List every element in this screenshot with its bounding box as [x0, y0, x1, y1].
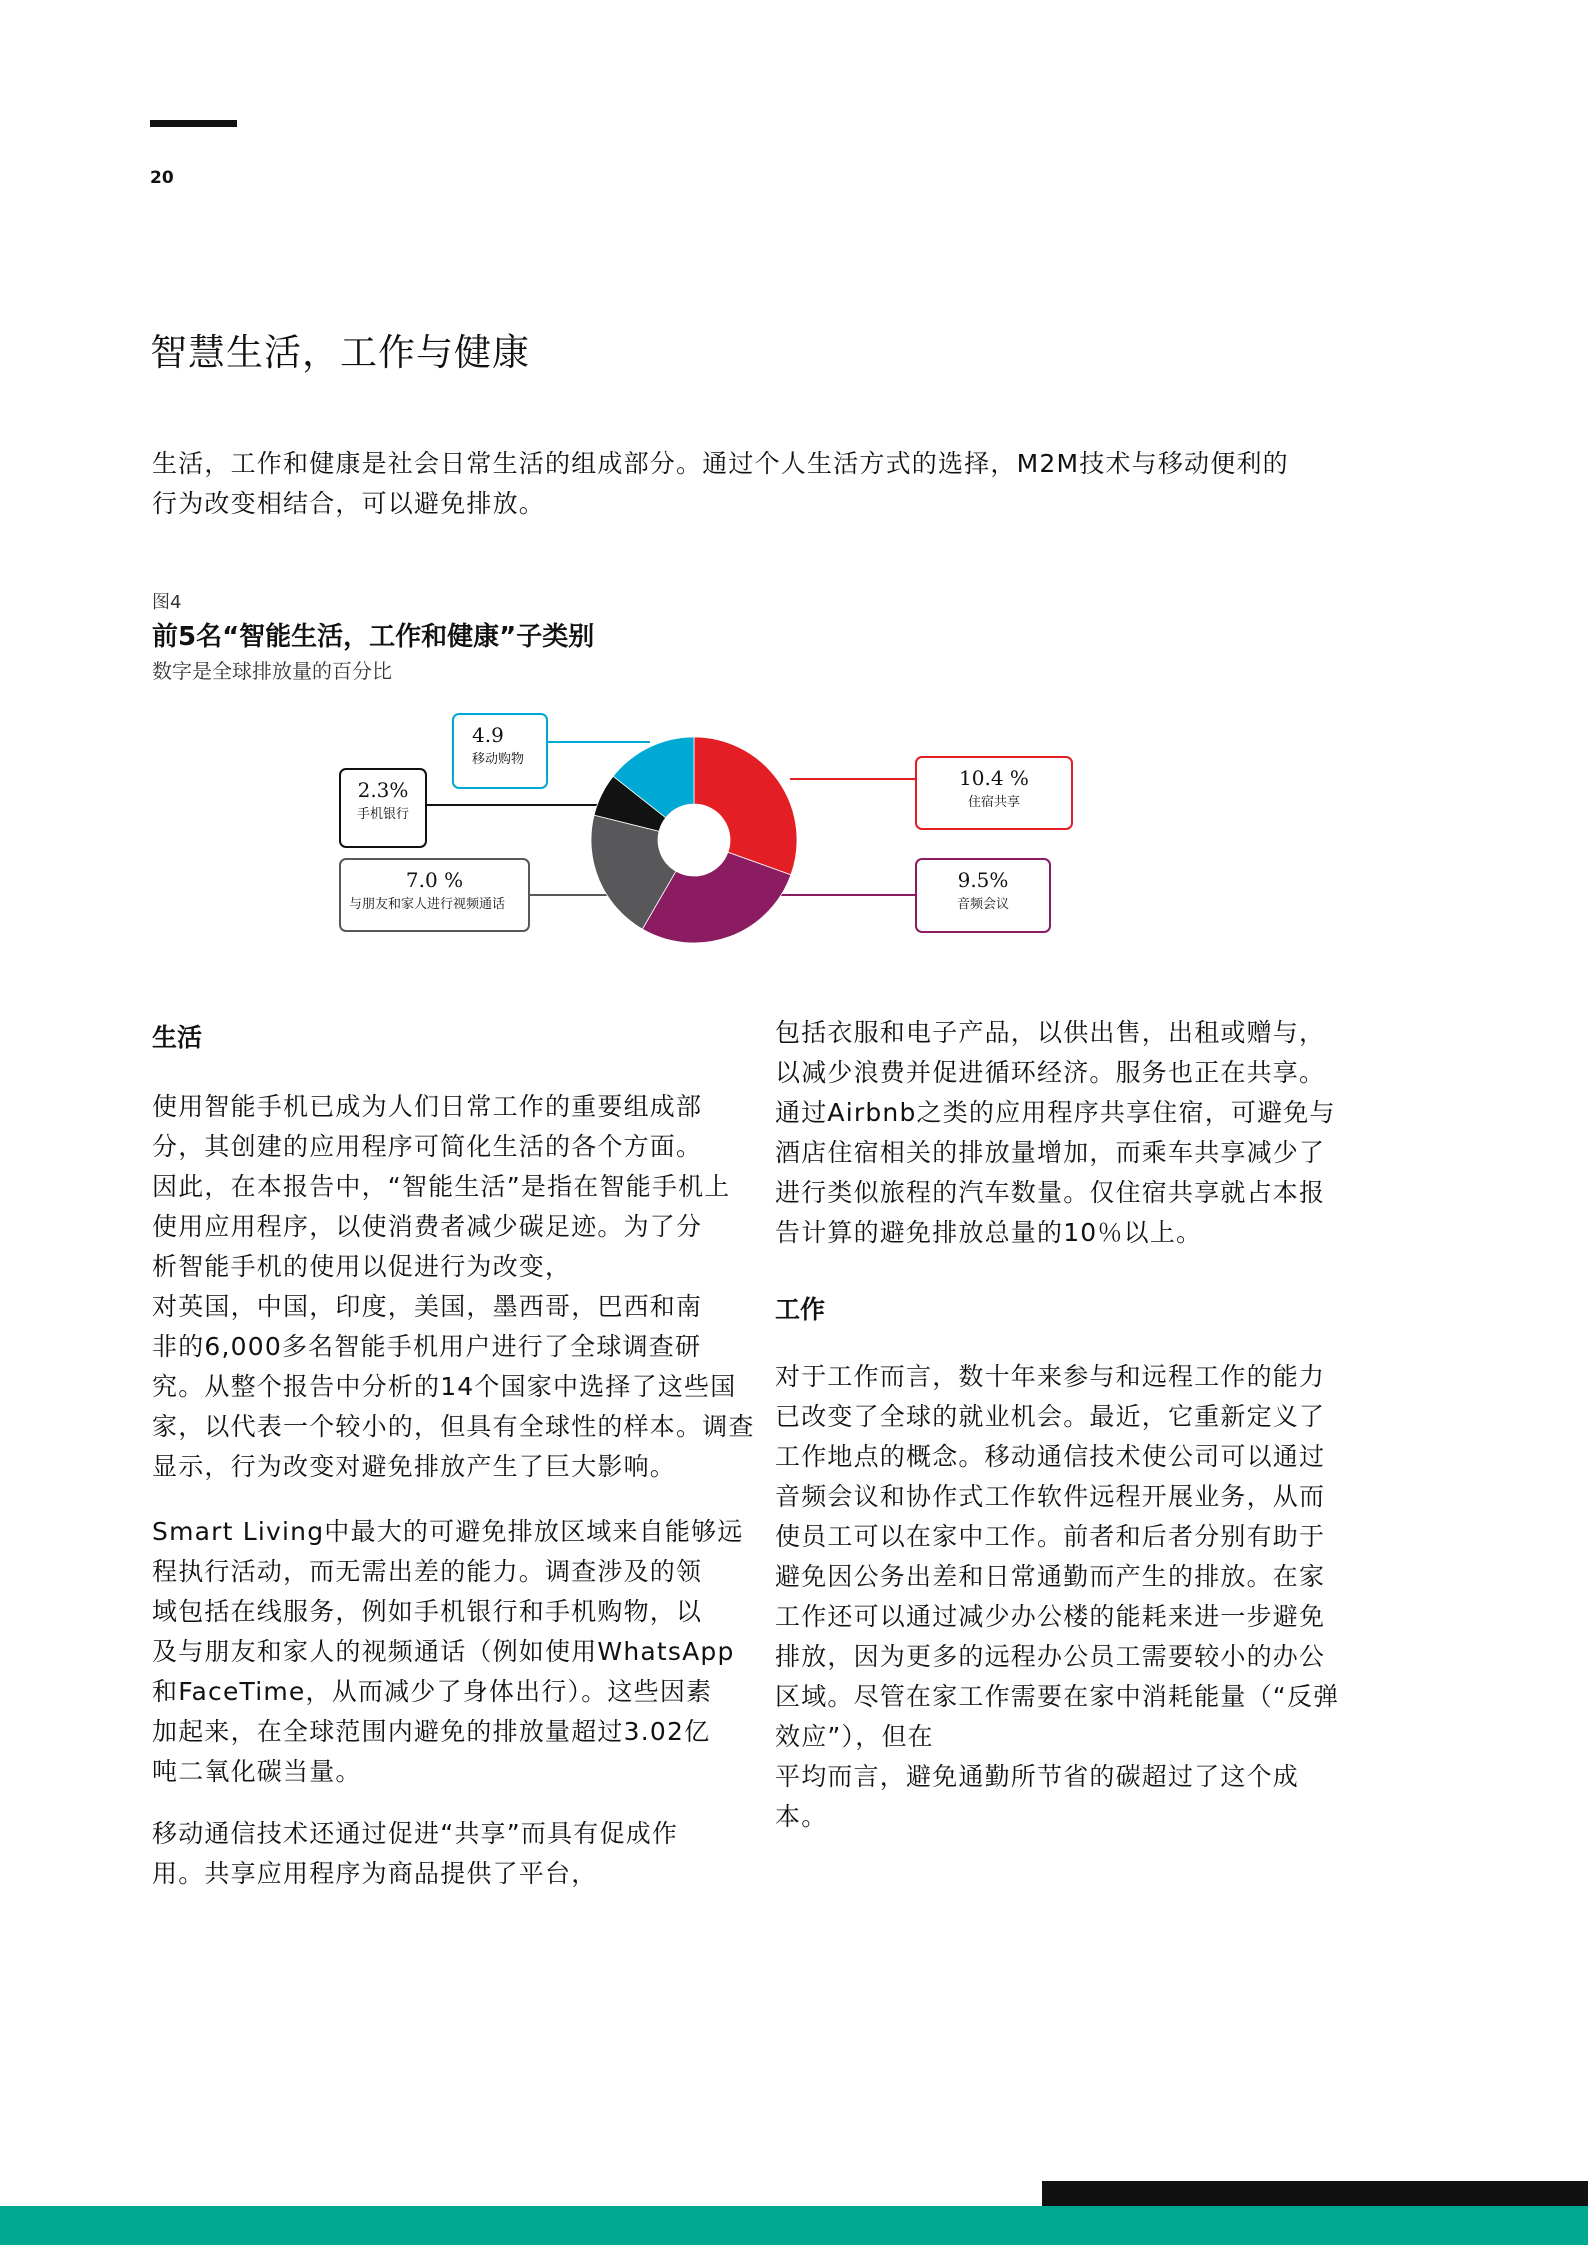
- slice-value: 2.3%: [357, 778, 409, 802]
- text-line: 域包括在线服务，例如手机银行和手机购物，以: [152, 1597, 703, 1626]
- label-box-mobile-banking: [339, 768, 427, 848]
- text-line: 生活，工作和健康是社会日常生活的组成部分。通过个人生活方式的选择，M2M技术与移动便利的: [152, 449, 1289, 478]
- slice-value: 9.5%: [957, 868, 1009, 892]
- text-line: 本。: [775, 1802, 828, 1831]
- living-paragraph-1: [152, 1087, 755, 1487]
- text-line: 用。共享应用程序为商品提供了平台，: [152, 1859, 598, 1888]
- text-line: 析智能手机的使用以促进行为改变，: [152, 1252, 572, 1281]
- text-line: 已改变了全球的就业机会。最近，它重新定义了: [775, 1402, 1326, 1431]
- text-line: 行为改变相结合，可以避免排放。: [152, 489, 546, 518]
- slice-value: 4.9: [472, 723, 504, 747]
- label-box-video-calls: [339, 858, 530, 932]
- text-line: 平均而言，避免通勤所节省的碳超过了这个成: [775, 1762, 1300, 1791]
- slice-value: 7.0 %: [405, 868, 464, 892]
- donut-chart: [0, 0, 1588, 1000]
- figure-subtitle: 数字是全球排放量的百分比: [152, 659, 392, 683]
- text-line: 包括衣服和电子产品，以供出售，出租或赠与，: [775, 1018, 1326, 1047]
- text-line: 移动通信技术还通过促进“共享”而具有促成作: [152, 1819, 679, 1848]
- text-line: 酒店住宿相关的排放量增加，而乘车共享减少了: [775, 1138, 1326, 1167]
- slice-name: 与朋友和家人进行视频通话: [349, 897, 506, 912]
- page-title: 智慧生活，工作与健康: [150, 331, 530, 374]
- text-line: 使用智能手机已成为人们日常工作的重要组成部: [152, 1092, 703, 1121]
- living-paragraph-3: [152, 1814, 678, 1894]
- text-line: 非的6,000多名智能手机用户进行了全球调查研: [152, 1332, 702, 1361]
- text-line: 因此，在本报告中，“智能生活”是指在智能手机上: [152, 1172, 731, 1201]
- text-line: 音频会议和协作式工作软件远程开展业务，从而: [775, 1482, 1326, 1511]
- text-line: 对于工作而言，数十年来参与和远程工作的能力: [775, 1362, 1326, 1391]
- text-line: Smart Living中最大的可避免排放区域来自能够远: [152, 1517, 744, 1546]
- donut-slice: [694, 737, 797, 875]
- slice-name: 手机银行: [356, 807, 409, 822]
- text-line: 排放，因为更多的远程办公员工需要较小的办公: [775, 1642, 1326, 1671]
- footer-teal-bar: [0, 2206, 1588, 2245]
- text-line: 进行类似旅程的汽车数量。仅住宿共享就占本报: [775, 1178, 1326, 1207]
- living-paragraph-2: [152, 1512, 744, 1792]
- text-line: 使员工可以在家中工作。前者和后者分别有助于: [775, 1522, 1326, 1551]
- text-line: 显示，行为改变对避免排放产生了巨大影响。: [152, 1452, 677, 1481]
- figure-title: 前5名“智能生活，工作和健康”子类别: [152, 622, 595, 652]
- text-line: 使用应用程序，以使消费者减少碳足迹。为了分: [152, 1212, 703, 1241]
- slice-name: 音频会议: [956, 897, 1009, 912]
- work-paragraph: [775, 1357, 1339, 1837]
- label-box-audio-conferencing: [915, 858, 1051, 933]
- text-line: 工作还可以通过减少办公楼的能耗来进一步避免: [775, 1602, 1326, 1631]
- text-line: 程执行活动，而无需出差的能力。调查涉及的领: [152, 1557, 703, 1586]
- text-line: 吨二氧化碳当量。: [152, 1757, 362, 1786]
- slice-value: 10.4 %: [959, 766, 1029, 790]
- text-line: 对英国，中国，印度，美国，墨西哥，巴西和南: [152, 1292, 703, 1321]
- text-line: 告计算的避免排放总量的10％以上。: [775, 1218, 1203, 1247]
- text-line: 和FaceTime，从而减少了身体出行）。这些因素: [152, 1677, 713, 1706]
- text-line: 分，其创建的应用程序可简化生活的各个方面。: [152, 1132, 703, 1161]
- text-line: 区域。尽管在家工作需要在家中消耗能量（“反弹: [775, 1682, 1340, 1711]
- label-box-mobile-shopping: [452, 713, 548, 789]
- slice-name: 住宿共享: [967, 795, 1020, 810]
- text-line: 工作地点的概念。移动通信技术使公司可以通过: [775, 1442, 1326, 1471]
- text-line: 以减少浪费并促进循环经济。服务也正在共享。: [775, 1058, 1326, 1087]
- text-line: 效应”），但在: [775, 1722, 934, 1751]
- text-line: 通过Airbnb之类的应用程序共享住宿，可避免与: [775, 1098, 1336, 1127]
- text-line: 家，以代表一个较小的，但具有全球性的样本。调查: [152, 1412, 755, 1441]
- text-line: 避免因公务出差和日常通勤而产生的排放。在家: [775, 1562, 1326, 1591]
- text-line: 及与朋友和家人的视频通话（例如使用WhatsApp: [152, 1637, 735, 1666]
- figure-label: 图4: [152, 592, 182, 613]
- sharing-paragraph: [775, 1013, 1336, 1253]
- section-heading-work: 工作: [775, 1295, 826, 1324]
- label-box-accommodation-sharing: [915, 756, 1073, 830]
- footer-black-bar: [1042, 2181, 1588, 2206]
- text-line: 究。从整个报告中分析的14个国家中选择了这些国: [152, 1372, 737, 1401]
- slice-name: 移动购物: [472, 752, 525, 767]
- text-line: 加起来，在全球范围内避免的排放量超过3.02亿: [152, 1717, 711, 1746]
- section-heading-living: 生活: [152, 1023, 203, 1052]
- page-number: 20: [150, 168, 174, 188]
